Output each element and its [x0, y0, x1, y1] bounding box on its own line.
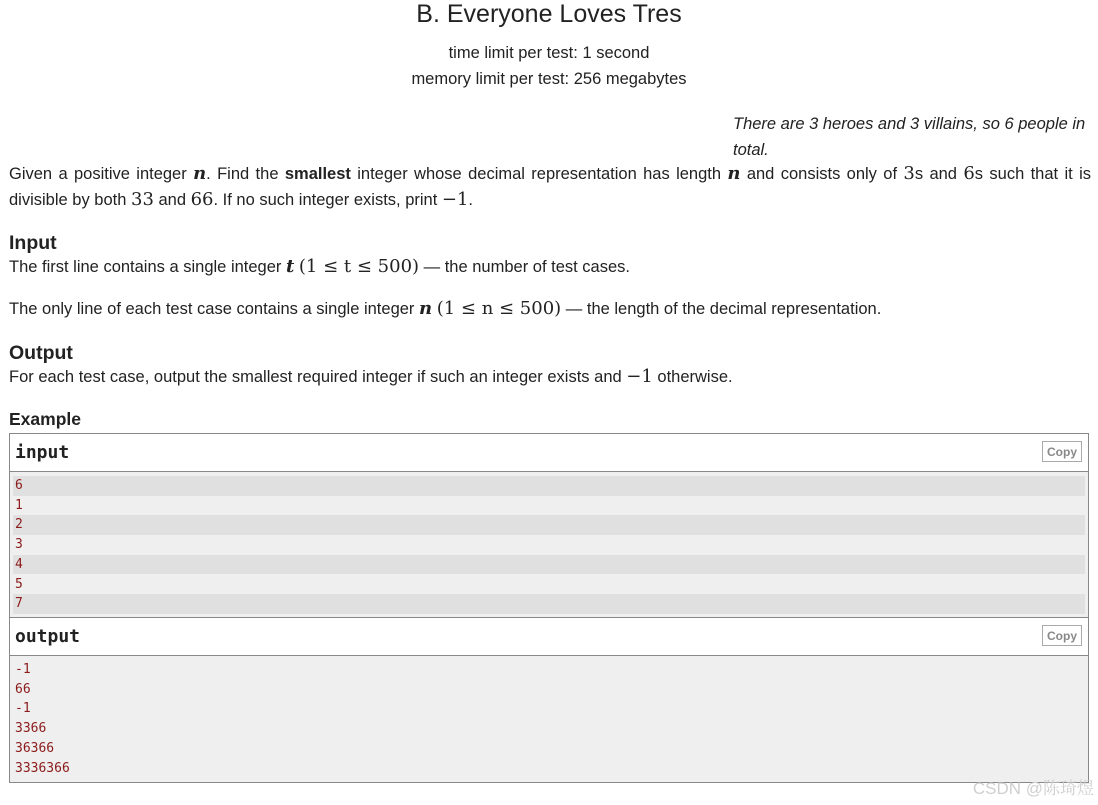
- example-input-header: [10, 434, 1088, 472]
- example-output-body: [10, 656, 1088, 782]
- example-output-row: -1: [15, 701, 31, 717]
- legend-paragraph: Given a positive integer n. Find the smallest integer whose decimal representation has length n and consists only of 3s and 6s such that it is divisible by both 33 and 66. If no such integer exists, print −1.: [9, 163, 1091, 210]
- example-input-row: 6: [13, 476, 1085, 496]
- copy-input-button[interactable]: Copy: [1042, 441, 1082, 462]
- example-output-row: 3366: [15, 721, 47, 737]
- example-title: Example: [9, 409, 81, 429]
- input-line-1: The first line contains a single integer t (1 ≤ t ≤ 500) — the number of test cases.: [9, 256, 630, 277]
- example-output-row: 36366: [15, 740, 55, 756]
- epigraph: There are 3 heroes and 3 villains, so 6 people in total.: [733, 115, 1086, 159]
- input-section-title: Input: [9, 232, 57, 254]
- example-input-row: 5: [15, 576, 23, 592]
- example-input-body: [10, 472, 1088, 617]
- example-output-box: [9, 617, 1089, 783]
- example-output-row: 3336366: [15, 760, 70, 776]
- example-input-row: 1: [15, 497, 23, 513]
- problem-title: B. Everyone Loves Tres: [416, 0, 682, 28]
- bold-smallest: smallest: [284, 165, 351, 183]
- output-section-title: Output: [9, 342, 73, 364]
- example-input-row: 7: [13, 594, 1085, 614]
- output-line: For each test case, output the smallest required integer if such an integer exists and −1 otherwise.: [9, 366, 733, 387]
- example-output-row: -1: [15, 662, 31, 677]
- input-line-2: The only line of each test case contains a single integer n (1 ≤ n ≤ 500) — the length of the decimal representation.: [9, 298, 882, 319]
- example-input-box: [9, 433, 1089, 618]
- example-output-header: [10, 618, 1088, 656]
- copy-output-button[interactable]: Copy: [1042, 625, 1082, 646]
- example-input-row: 2: [13, 515, 1085, 535]
- csdn-watermark: CSDN @陈琦煜: [972, 779, 1094, 798]
- time-limit: time limit per test: 1 second: [448, 44, 650, 62]
- example-input-row: 4: [13, 555, 1085, 575]
- example-output-label: output: [15, 626, 81, 647]
- example-input-label: input: [15, 442, 70, 463]
- example-input-row: 3: [15, 537, 23, 553]
- memory-limit: memory limit per test: 256 megabytes: [411, 70, 687, 88]
- example-output-row: 66: [15, 681, 31, 697]
